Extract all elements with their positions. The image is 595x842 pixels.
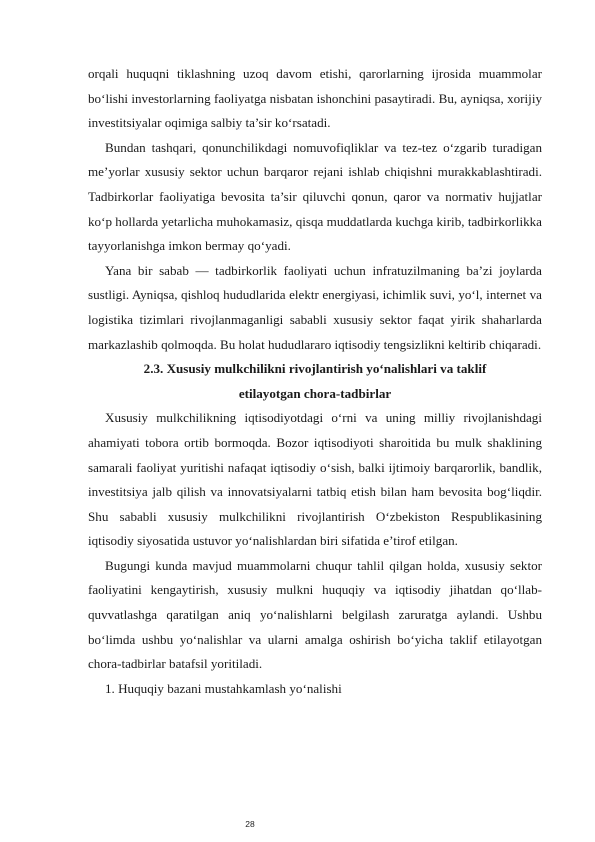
paragraph-private-ownership: Xususiy mulkchilikning iqtisodiyotdagi o‘rni va uning milliy rivojlanishdagi ahamiyati tobora ortib bormoqda. Bozor iqtisodiyoti sharoitida bu mulk shaklining samarali faoliyat yuritishi nafaqat iqtisodiy o‘sish, balki ijtimoiy barqarorlik, bandlik, investitsiya jalb qilish va innovatsiyalarni tatbiq etish bilan ham bevosita bog‘liqdir. Shu sababli xususiy mulkchilikni rivojlantirish O‘zbekiston Respublikasining iqtisodiy siyosatida ustuvor yo‘nalishlardan biri sifatida e’tirof etilgan.: [88, 410, 542, 549]
paragraph-infrastructure: Yana bir sabab — tadbirkorlik faoliyati uchun infratuzilmaning ba’zi joylarda sustligi. Ayniqsa, qishloq hududlarida elektr energiyasi, ichimlik suvi, yo‘l, internet va logistika tizimlari rivojlanmaganligi sababli xususiy sektor faqat yirik shaharlarda markazlashib qolmoqda. Bu holat hududlararo iqtisodiy tengsizlikni keltirib chiqaradi.: [88, 262, 542, 352]
section-heading-line2: etilayotgan chora-tadbirlar: [238, 385, 392, 401]
section-heading: [88, 357, 542, 406]
paragraph-current-analysis: Bugungi kunda mavjud muammolarni chuqur tahlil qilgan holda, xususiy sektor faoliyatini kengaytirish, xususiy mulkni huquqiy va iqtisodiy jihatdan qo‘llab-quvvatlashga qaratilgan aniq yo‘nalishlarni belgilash zaruratga aylandi. Ushbu bo‘limda ushbu yo‘nalishlar va ularni amalga oshirish bo‘yicha taklif etilayotgan chora-tadbirlar batafsil yoritiladi.: [88, 557, 542, 672]
paragraph-legislation: Bundan tashqari, qonunchilikdagi nomuvofiqliklar va tez-tez o‘zgarib turadigan me’yorlar xususiy sektor uchun barqaror rejani ishlab chiqishni murakkablashtiradi. Tadbirkorlar faoliyatiga bevosita ta’sir qiluvchi qonun, qaror va normativ hujjatlar ko‘p hollarda yetarlicha muhokamasiz, qisqa muddatlarda kuchga kirib, tadbirkorlikka tayyorlanishga imkon bermay qo‘yadi.: [88, 139, 542, 254]
paragraph-continuation: orqali huquqni tiklashning uzoq davom etishi, qarorlarning ijrosida muammolar bo‘lishi investorlarning faoliyatga nisbatan ishonchini pasaytiradi. Bu, ayniqsa, xorijiy investitsiyalar oqimiga salbiy ta’sir ko‘rsatadi.: [88, 66, 542, 131]
page-number: 28: [245, 819, 255, 829]
section-heading-line1: 2.3. Xususiy mulkchilikni rivojlantirish yo‘nalishlari va taklif: [143, 361, 487, 377]
list-item-legal-base: 1. Huquqiy bazani mustahkamlash yo‘nalishi: [105, 680, 342, 696]
document-page: [88, 62, 542, 701]
